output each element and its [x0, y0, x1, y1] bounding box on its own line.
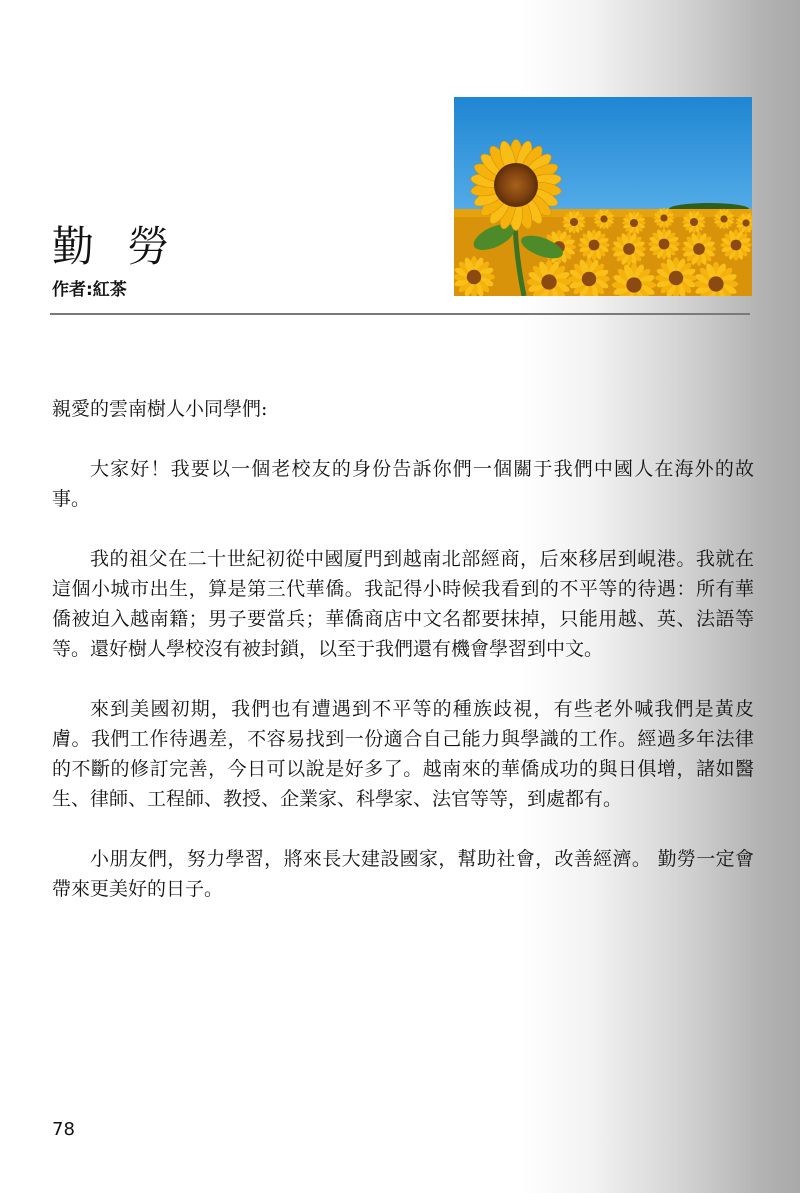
sunflower-field-photo [454, 97, 752, 296]
letter-body [52, 394, 754, 934]
letter-paragraph-3: 來到美國初期，我們也有遭遇到不平等的種族歧視，有些老外喊我們是黃皮膚。我們工作待遇差，不容易找到一份適合自己能力與學識的工作。經過多年法律的不斷的修訂完善，今日可以說是好多了。越南來的華僑成功的與日俱增，諸如醫生、律師、工程師、教授、企業家、科學家、法官等等，到處都有。 [52, 698, 754, 810]
article-author: 作者:紅茶 [52, 280, 127, 300]
letter-paragraph-4: 小朋友們，努力學習，將來長大建設國家，幫助社會，改善經濟。 勤勞一定會帶來更美好的日子。 [52, 848, 754, 900]
header-divider [50, 313, 750, 315]
article-title: 勤 勞 [52, 222, 180, 271]
page-number: 78 [52, 1119, 75, 1140]
letter-paragraph-2: 我的祖父在二十世紀初從中國厦門到越南北部經商，后來移居到峴港。我就在這個小城市出生，算是第三代華僑。我記得小時候我看到的不平等的待遇：所有華僑被迫入越南籍；男子要當兵；華僑商店中文名都要抹掉，只能用越、英、法語等等。還好樹人學校沒有被封鎖，以至于我們還有機會學習到中文。 [52, 548, 754, 660]
letter-salutation: 親愛的雲南樹人小同學們: [52, 398, 268, 420]
letter-paragraph-1: 大家好！我要以一個老校友的身份告訴你們一個關于我們中國人在海外的故事。 [52, 458, 754, 510]
